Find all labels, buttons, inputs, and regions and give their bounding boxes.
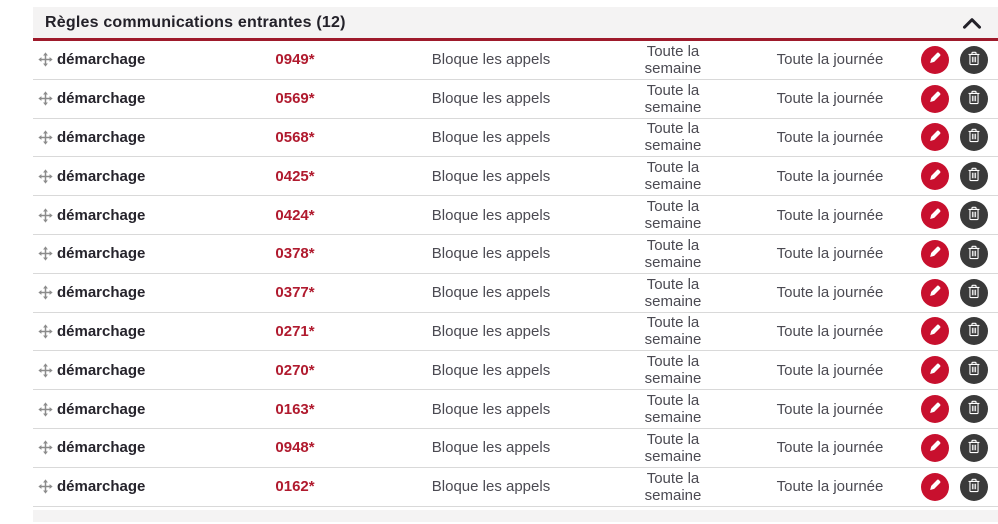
rule-days: Toute la semaine <box>644 236 702 271</box>
rule-days: Toute la semaine <box>644 392 702 427</box>
rule-hours: Toute la journée <box>776 128 884 146</box>
edit-button[interactable] <box>921 473 949 501</box>
pencil-icon <box>928 245 942 262</box>
trash-icon <box>967 245 981 263</box>
delete-button[interactable] <box>960 201 988 229</box>
delete-button[interactable] <box>960 356 988 384</box>
move-icon[interactable] <box>33 285 57 300</box>
edit-button[interactable] <box>921 395 949 423</box>
rule-label: démarchage <box>57 284 146 302</box>
rule-hours: Toute la journée <box>776 361 884 379</box>
edit-button[interactable] <box>921 201 949 229</box>
rule-number-prefix: 0270* <box>275 361 315 379</box>
rule-hours: Toute la journée <box>776 167 884 185</box>
edit-button[interactable] <box>921 356 949 384</box>
rule-label: démarchage <box>57 478 146 496</box>
rule-label: démarchage <box>57 128 146 146</box>
rule-row <box>33 390 998 429</box>
rule-action: Bloque les appels <box>431 361 551 379</box>
chevron-up-icon[interactable] <box>962 16 982 30</box>
trash-icon <box>967 361 981 379</box>
rule-number-prefix: 0271* <box>275 322 315 340</box>
pencil-icon <box>928 284 942 301</box>
pencil-icon <box>928 439 942 456</box>
rule-actions <box>921 356 998 384</box>
delete-button[interactable] <box>960 46 988 74</box>
rule-row <box>33 274 998 313</box>
move-icon[interactable] <box>33 208 57 223</box>
rule-number-prefix: 0163* <box>275 400 315 418</box>
rule-label: démarchage <box>57 245 146 263</box>
rule-label: démarchage <box>57 400 146 418</box>
rule-actions <box>921 434 998 462</box>
edit-button[interactable] <box>921 434 949 462</box>
delete-button[interactable] <box>960 279 988 307</box>
rule-hours: Toute la journée <box>776 245 884 263</box>
pencil-icon <box>928 362 942 379</box>
rule-days: Toute la semaine <box>644 430 702 465</box>
rule-days: Toute la semaine <box>644 198 702 233</box>
pencil-icon <box>928 168 942 185</box>
rule-actions <box>921 123 998 151</box>
move-icon[interactable] <box>33 246 57 261</box>
rule-row <box>33 235 998 274</box>
pencil-icon <box>928 207 942 224</box>
delete-button[interactable] <box>960 473 988 501</box>
rule-row <box>33 157 998 196</box>
trash-icon <box>967 322 981 340</box>
edit-button[interactable] <box>921 317 949 345</box>
rule-hours: Toute la journée <box>776 322 884 340</box>
rule-label: démarchage <box>57 439 146 457</box>
trash-icon <box>967 167 981 185</box>
rule-hours: Toute la journée <box>776 439 884 457</box>
delete-button[interactable] <box>960 434 988 462</box>
rule-action: Bloque les appels <box>431 245 551 263</box>
trash-icon <box>967 128 981 146</box>
delete-button[interactable] <box>960 240 988 268</box>
rule-action: Bloque les appels <box>431 478 551 496</box>
rule-number-prefix: 0568* <box>275 128 315 146</box>
pencil-icon <box>928 51 942 68</box>
rule-action: Bloque les appels <box>431 128 551 146</box>
trash-icon <box>967 206 981 224</box>
trash-icon <box>967 439 981 457</box>
edit-button[interactable] <box>921 162 949 190</box>
rule-label: démarchage <box>57 90 146 108</box>
rule-days: Toute la semaine <box>644 314 702 349</box>
rule-action: Bloque les appels <box>431 51 551 69</box>
rule-hours: Toute la journée <box>776 400 884 418</box>
rule-action: Bloque les appels <box>431 90 551 108</box>
move-icon[interactable] <box>33 52 57 67</box>
move-icon[interactable] <box>33 363 57 378</box>
rule-number-prefix: 0949* <box>275 51 315 69</box>
rule-actions <box>921 240 998 268</box>
delete-button[interactable] <box>960 85 988 113</box>
rule-action: Bloque les appels <box>431 167 551 185</box>
rule-row <box>33 313 998 352</box>
rule-days: Toute la semaine <box>644 159 702 194</box>
rule-actions <box>921 279 998 307</box>
rule-actions <box>921 201 998 229</box>
rule-label: démarchage <box>57 322 146 340</box>
rule-actions <box>921 395 998 423</box>
next-section-header[interactable] <box>33 510 998 522</box>
rule-actions <box>921 46 998 74</box>
edit-button[interactable] <box>921 46 949 74</box>
rule-number-prefix: 0378* <box>275 245 315 263</box>
rule-label: démarchage <box>57 167 146 185</box>
rule-days: Toute la semaine <box>644 275 702 310</box>
rule-row <box>33 41 998 80</box>
rule-action: Bloque les appels <box>431 206 551 224</box>
rule-label: démarchage <box>57 51 146 69</box>
move-icon[interactable] <box>33 169 57 184</box>
incoming-rules-panel <box>33 7 998 522</box>
rule-row <box>33 119 998 158</box>
rule-number-prefix: 0425* <box>275 167 315 185</box>
rule-label: démarchage <box>57 361 146 379</box>
trash-icon <box>967 478 981 496</box>
rule-number-prefix: 0162* <box>275 478 315 496</box>
rule-actions <box>921 85 998 113</box>
rule-hours: Toute la journée <box>776 51 884 69</box>
rule-row <box>33 468 998 507</box>
rule-number-prefix: 0424* <box>275 206 315 224</box>
move-icon[interactable] <box>33 130 57 145</box>
section-header[interactable] <box>33 7 998 41</box>
trash-icon <box>967 400 981 418</box>
move-icon[interactable] <box>33 440 57 455</box>
rule-number-prefix: 0948* <box>275 439 315 457</box>
trash-icon <box>967 90 981 108</box>
section-title: Règles communications entrantes (12) <box>45 13 346 31</box>
pencil-icon <box>928 478 942 495</box>
delete-button[interactable] <box>960 317 988 345</box>
edit-button[interactable] <box>921 123 949 151</box>
rule-actions <box>921 162 998 190</box>
rule-action: Bloque les appels <box>431 439 551 457</box>
rule-row <box>33 80 998 119</box>
pencil-icon <box>928 90 942 107</box>
move-icon[interactable] <box>33 91 57 106</box>
rule-row <box>33 351 998 390</box>
rule-days: Toute la semaine <box>644 120 702 155</box>
edit-button[interactable] <box>921 85 949 113</box>
rule-action: Bloque les appels <box>431 284 551 302</box>
rule-days: Toute la semaine <box>644 42 702 77</box>
trash-icon <box>967 284 981 302</box>
rule-hours: Toute la journée <box>776 90 884 108</box>
rule-hours: Toute la journée <box>776 478 884 496</box>
rule-action: Bloque les appels <box>431 400 551 418</box>
rule-number-prefix: 0569* <box>275 90 315 108</box>
move-icon[interactable] <box>33 402 57 417</box>
rule-days: Toute la semaine <box>644 353 702 388</box>
move-icon[interactable] <box>33 324 57 339</box>
edit-button[interactable] <box>921 279 949 307</box>
rule-actions <box>921 317 998 345</box>
rule-hours: Toute la journée <box>776 284 884 302</box>
delete-button[interactable] <box>960 162 988 190</box>
rule-days: Toute la semaine <box>644 469 702 504</box>
delete-button[interactable] <box>960 395 988 423</box>
edit-button[interactable] <box>921 240 949 268</box>
rules-list <box>33 41 998 507</box>
pencil-icon <box>928 129 942 146</box>
pencil-icon <box>928 323 942 340</box>
rule-row <box>33 196 998 235</box>
rule-action: Bloque les appels <box>431 322 551 340</box>
rule-hours: Toute la journée <box>776 206 884 224</box>
trash-icon <box>967 51 981 69</box>
move-icon[interactable] <box>33 479 57 494</box>
rule-actions <box>921 473 998 501</box>
pencil-icon <box>928 401 942 418</box>
rule-label: démarchage <box>57 206 146 224</box>
delete-button[interactable] <box>960 123 988 151</box>
rule-number-prefix: 0377* <box>275 284 315 302</box>
rule-row <box>33 429 998 468</box>
rule-days: Toute la semaine <box>644 81 702 116</box>
